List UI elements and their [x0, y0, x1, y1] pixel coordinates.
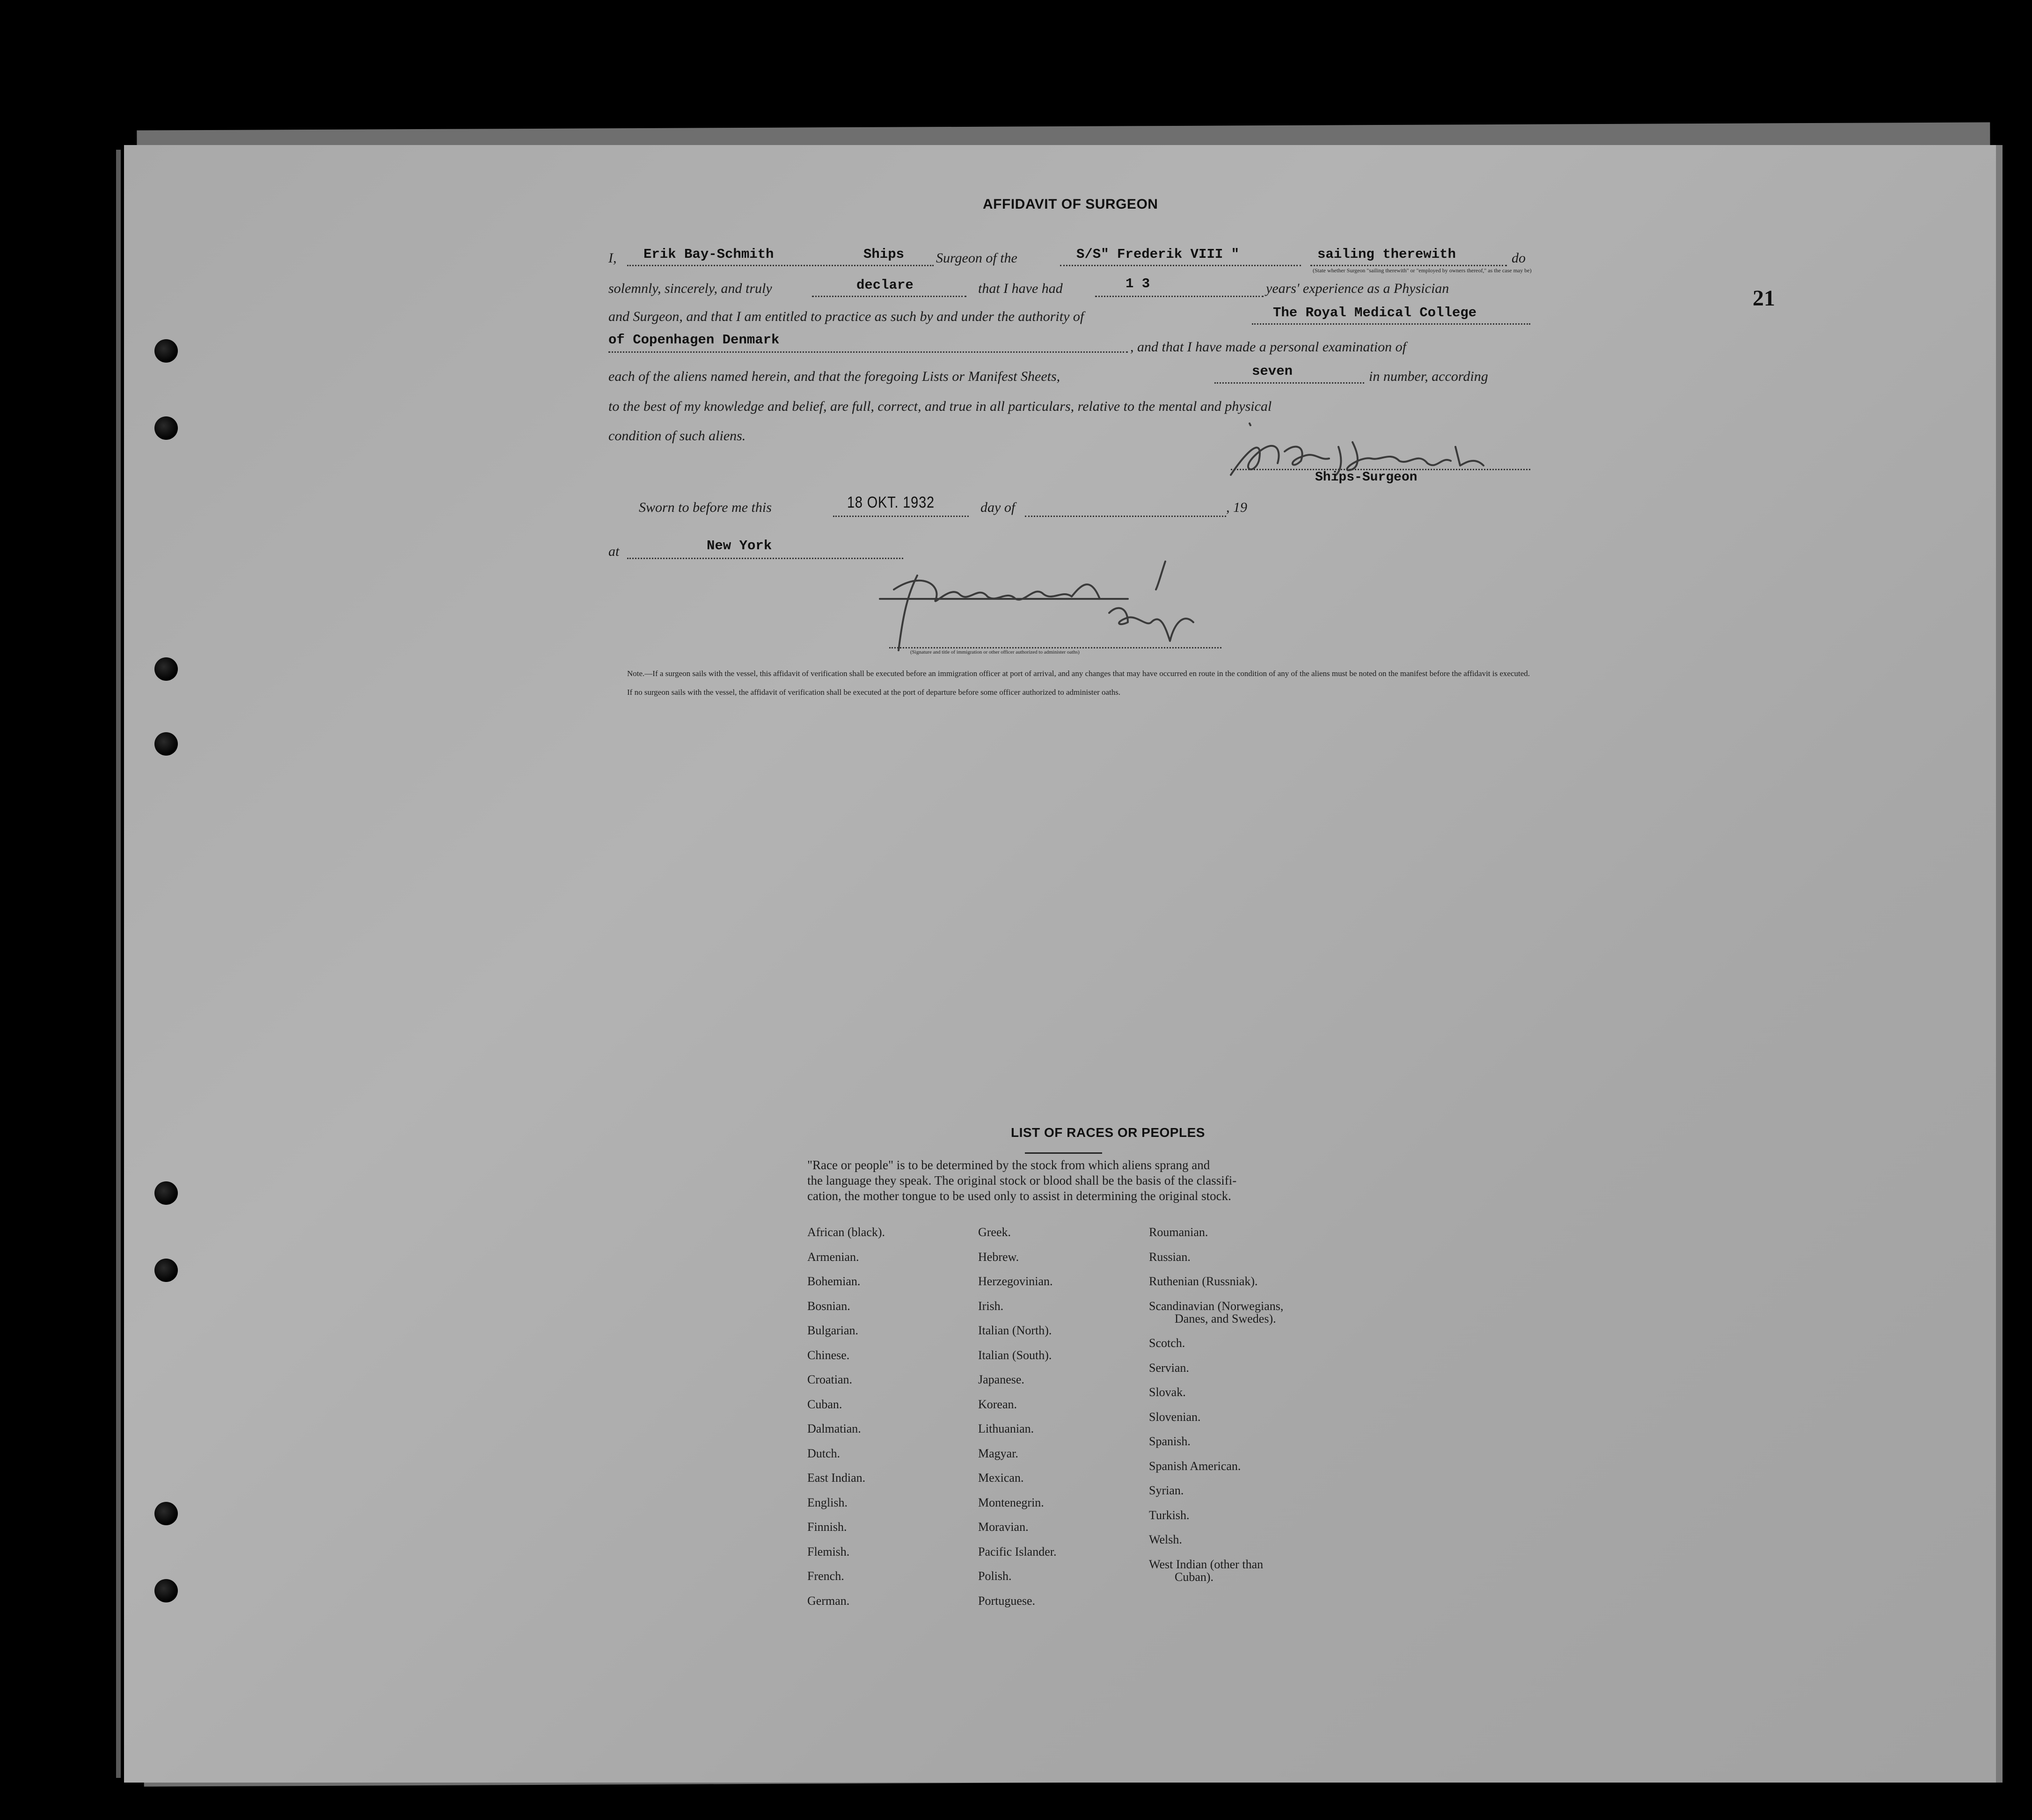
race-item: Scandinavian (Norwegians,	[1149, 1299, 1284, 1313]
sailing-status: sailing therewith	[1317, 247, 1456, 262]
sworn-date-stamp: 18 OKT. 1932	[847, 494, 935, 511]
race-item: Greek.	[978, 1225, 1011, 1239]
races-heading: LIST OF RACES OR PEOPLES	[1011, 1125, 1205, 1140]
officer-signature-line	[889, 647, 1221, 648]
race-item: Cuban).	[1175, 1570, 1214, 1584]
race-item: African (black).	[807, 1225, 885, 1239]
binder-hole	[154, 416, 178, 440]
years-field	[1095, 280, 1264, 297]
race-item: Russian.	[1149, 1250, 1191, 1264]
race-item: Spanish.	[1149, 1434, 1191, 1448]
race-item: Bohemian.	[807, 1274, 861, 1288]
race-item: Irish.	[978, 1299, 1004, 1313]
races-column-2	[978, 1226, 1137, 1619]
declare-word: declare	[856, 277, 914, 293]
race-item: Korean.	[978, 1397, 1017, 1411]
text-sworn: Sworn to before me this	[639, 500, 772, 515]
page-edge	[116, 150, 121, 1778]
race-item: Ruthenian (Russniak).	[1149, 1274, 1258, 1288]
race-item: Armenian.	[807, 1250, 859, 1264]
text-that-had: that I have had	[978, 281, 1063, 296]
race-item: Italian (North).	[978, 1324, 1052, 1337]
text-condition: condition of such aliens.	[608, 428, 746, 444]
text-surgeon-of: Surgeon of the	[936, 250, 1017, 266]
race-item: Welsh.	[1149, 1533, 1182, 1546]
month-field	[1025, 500, 1226, 517]
race-item: Spanish American.	[1149, 1459, 1241, 1473]
race-item: Servian.	[1149, 1361, 1189, 1375]
races-column-1	[807, 1226, 966, 1619]
race-item: Roumanian.	[1149, 1225, 1208, 1239]
sailing-note: (State whether Surgeon "sailing therewith" or "employed by owners thereof," as the case may be)	[1313, 267, 1532, 274]
race-item: Chinese.	[807, 1348, 850, 1362]
race-item: Hebrew.	[978, 1250, 1019, 1264]
page-number: 21	[1753, 286, 1775, 311]
race-item: Polish.	[978, 1569, 1012, 1583]
races-column-3	[1149, 1226, 1336, 1595]
note-no-surgeon: If no surgeon sails with the vessel, the affidavit of verification shall be executed at the port of departure before some officer authorized to administer oaths.	[627, 688, 1121, 697]
text-entitled: and Surgeon, and that I am entitled to practice as such by and under the authority of	[608, 309, 1084, 324]
text-do: do	[1512, 250, 1526, 266]
race-item: Croatian.	[807, 1373, 853, 1386]
race-item: Italian (South).	[978, 1348, 1052, 1362]
binder-hole	[154, 732, 178, 756]
race-item: Turkish.	[1149, 1508, 1190, 1522]
race-item: Lithuanian.	[978, 1422, 1034, 1435]
surgeon-name: Erik Bay-Schmith	[643, 247, 774, 262]
race-item: Flemish.	[807, 1544, 850, 1558]
officer-caption: (Signature and title of immigration or other officer authorized to administer oaths)	[910, 649, 1080, 655]
race-item: French.	[807, 1569, 844, 1583]
race-item: Mexican.	[978, 1471, 1024, 1485]
place-value: New York	[707, 538, 772, 553]
race-item: East Indian.	[807, 1471, 866, 1485]
vessel-name: S/S" Frederik VIII "	[1076, 247, 1240, 262]
years-value: 1 3	[1126, 276, 1150, 291]
binder-hole	[154, 1579, 178, 1602]
authority-line-2: of Copenhagen Denmark	[608, 332, 780, 348]
race-item: Bulgarian.	[807, 1324, 859, 1337]
race-item: Japanese.	[978, 1373, 1024, 1386]
race-item: Moravian.	[978, 1520, 1029, 1534]
text-exam: , and that I have made a personal examination of	[1130, 339, 1406, 355]
binder-hole	[154, 657, 178, 681]
race-item: Slovak.	[1149, 1385, 1186, 1399]
affidavit-heading: AFFIDAVIT OF SURGEON	[983, 197, 1158, 212]
race-item: Montenegrin.	[978, 1495, 1044, 1509]
race-item: West Indian (other than	[1149, 1557, 1264, 1571]
races-intro-2: the language they speak. The original stock or blood shall be the basis of the classifi-	[807, 1173, 1237, 1187]
race-item: Cuban.	[807, 1397, 842, 1411]
text-day-of: day of	[980, 500, 1016, 515]
officer-signature	[866, 557, 1250, 660]
text-at: at	[608, 544, 620, 559]
text-19: , 19	[1226, 500, 1247, 515]
race-item: Scotch.	[1149, 1336, 1185, 1350]
races-heading-rule	[1025, 1152, 1102, 1154]
races-intro-3: cation, the mother tongue to be used only to assist in determining the original stock.	[807, 1189, 1231, 1203]
race-item: Finnish.	[807, 1520, 847, 1534]
text-solemnly: solemnly, sincerely, and truly	[608, 281, 772, 296]
race-item: Dutch.	[807, 1446, 841, 1460]
text-each: each of the aliens named herein, and that the foregoing Lists or Manifest Sheets,	[608, 369, 1060, 384]
race-item: Dalmatian.	[807, 1422, 861, 1435]
race-item: Herzegovinian.	[978, 1274, 1053, 1288]
text-years: years' experience as a Physician	[1266, 281, 1449, 296]
race-item: Syrian.	[1149, 1484, 1184, 1497]
race-item: Portuguese.	[978, 1594, 1036, 1608]
race-item: Pacific Islander.	[978, 1544, 1057, 1558]
binder-hole	[154, 339, 178, 363]
binder-hole	[154, 1502, 178, 1525]
sheets-count: seven	[1252, 364, 1293, 379]
races-intro-1: "Race or people" is to be determined by the stock from which aliens sprang and	[807, 1158, 1210, 1172]
surgeon-role: Ships	[863, 247, 905, 262]
surgeon-title: Ships-Surgeon	[1315, 470, 1418, 485]
text-best: to the best of my knowledge and belief, are full, correct, and true in all particulars, relative to the mental and physical	[608, 399, 1272, 414]
note-surgeon-sails: Note.—If a surgeon sails with the vessel, this affidavit of verification shall be executed before an immigration officer at port of arrival, and any changes that may have occurred en route in the condition of any of the aliens must be noted on the manifest before the affidavit is executed.	[627, 669, 1530, 678]
race-item: English.	[807, 1495, 848, 1509]
race-item: Magyar.	[978, 1446, 1018, 1460]
binder-hole	[154, 1181, 178, 1205]
text-number: in number, according	[1369, 369, 1488, 384]
race-item: Slovenian.	[1149, 1410, 1201, 1424]
text-i: I,	[608, 250, 617, 266]
race-item: Danes, and Swedes).	[1175, 1311, 1276, 1325]
authority-line-1: The Royal Medical College	[1273, 305, 1477, 320]
race-item: Bosnian.	[807, 1299, 850, 1313]
race-item: German.	[807, 1594, 850, 1608]
binder-hole	[154, 1259, 178, 1282]
